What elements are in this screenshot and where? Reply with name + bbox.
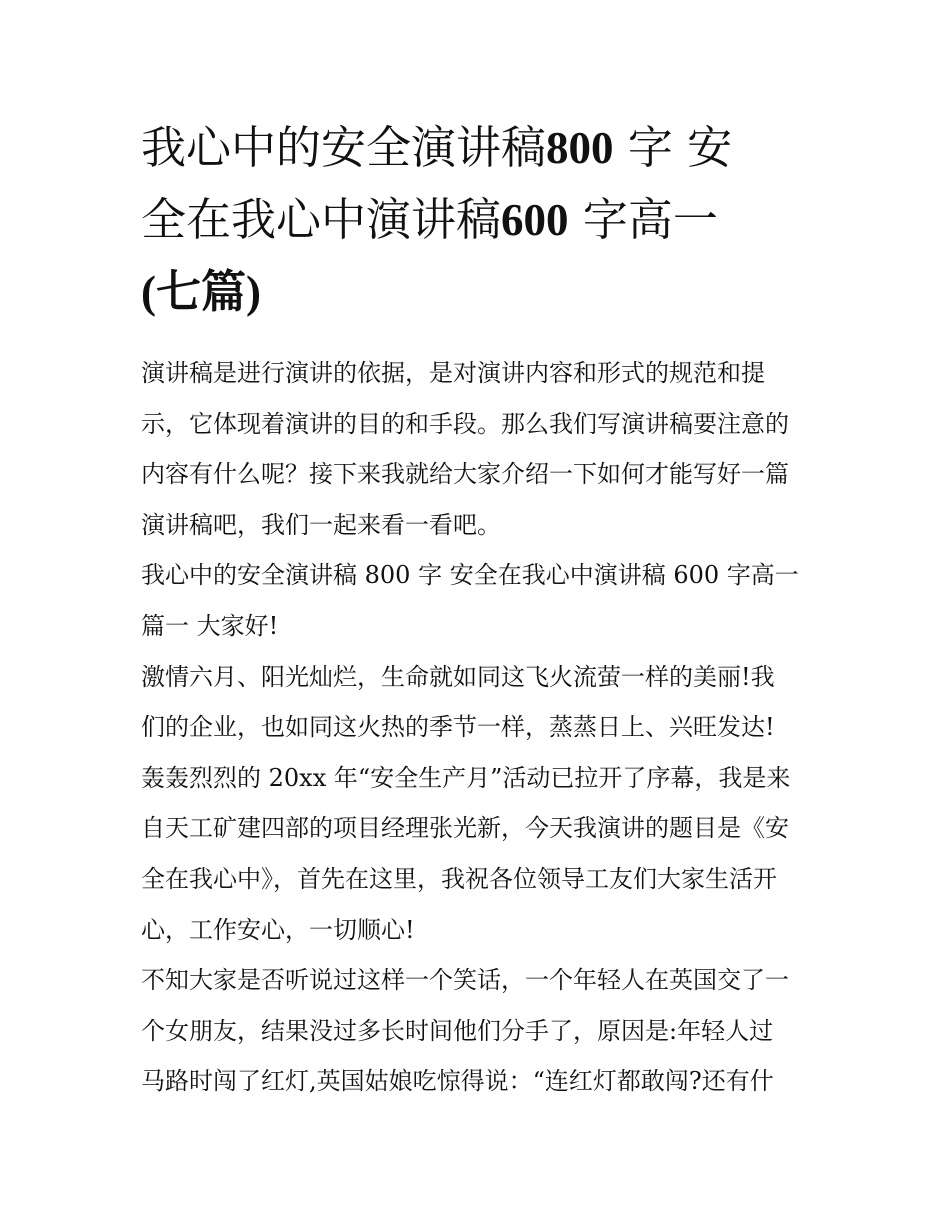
- text-line: 全在我心中》，首先在这里，我祝各位领导工友们大家生活开: [141, 864, 777, 893]
- text-line: 马路时闯了红灯,英国姑娘吃惊得说：“连红灯都敢闯?还有什: [141, 1067, 774, 1096]
- title-text: 全在我心中演讲稿: [141, 193, 502, 246]
- paragraph-opening: [141, 652, 813, 956]
- document-title: [141, 112, 813, 328]
- text-line: 我心中的安全演讲稿 800 字 安全在我心中演讲稿 600 字高一: [141, 561, 799, 590]
- text-line: 演讲稿吧，我们一起来看一看吧。: [141, 510, 501, 539]
- paragraph-intro: [141, 348, 813, 550]
- paragraph-subtitle: [141, 550, 813, 601]
- text-line: 篇一 大家好!: [141, 611, 279, 640]
- title-line-3: [141, 256, 813, 328]
- text-line: 们的企业，也如同这火热的季节一样，蒸蒸日上、兴旺发达!: [141, 713, 775, 742]
- title-line-2: [141, 184, 813, 256]
- text-line: 演讲稿是进行演讲的依据，是对演讲内容和形式的规范和提: [141, 359, 765, 387]
- text-line: 不知大家是否听说过这样一个笑话，一个年轻人在英国交了一: [141, 966, 789, 995]
- text-line: 个女朋友，结果没过多长时间他们分手了，原因是:年轻人过: [141, 1016, 774, 1045]
- paragraph-story: [141, 955, 813, 1107]
- text-line: 轰轰烈烈的 20xx 年“安全生产月”活动已拉开了序幕，我是来: [141, 763, 791, 792]
- text-line: 内容有什么呢？接下来我就给大家介绍一下如何才能写好一篇: [141, 460, 789, 489]
- title-number-800: 800: [546, 123, 614, 173]
- text-line: 自天工矿建四部的项目经理张光新，今天我演讲的题目是《安: [141, 814, 789, 843]
- title-text: (七篇): [141, 267, 261, 317]
- document-content: [141, 112, 813, 1107]
- title-text: 字高一: [582, 193, 718, 246]
- text-line: 激情六月、阳光灿烂，生命就如同这飞火流萤一样的美丽!我: [141, 662, 775, 691]
- paragraph-greeting: [141, 601, 813, 652]
- title-line-1: [141, 112, 813, 184]
- title-text: 我心中的安全演讲稿: [141, 121, 547, 174]
- title-number-600: 600: [501, 195, 569, 245]
- title-text: 字 安: [627, 121, 733, 174]
- document-body: [141, 348, 813, 1107]
- text-line: 心，工作安心，一切顺心!: [141, 915, 415, 944]
- text-line: 示，它体现着演讲的目的和手段。那么我们写演讲稿要注意的: [141, 409, 789, 438]
